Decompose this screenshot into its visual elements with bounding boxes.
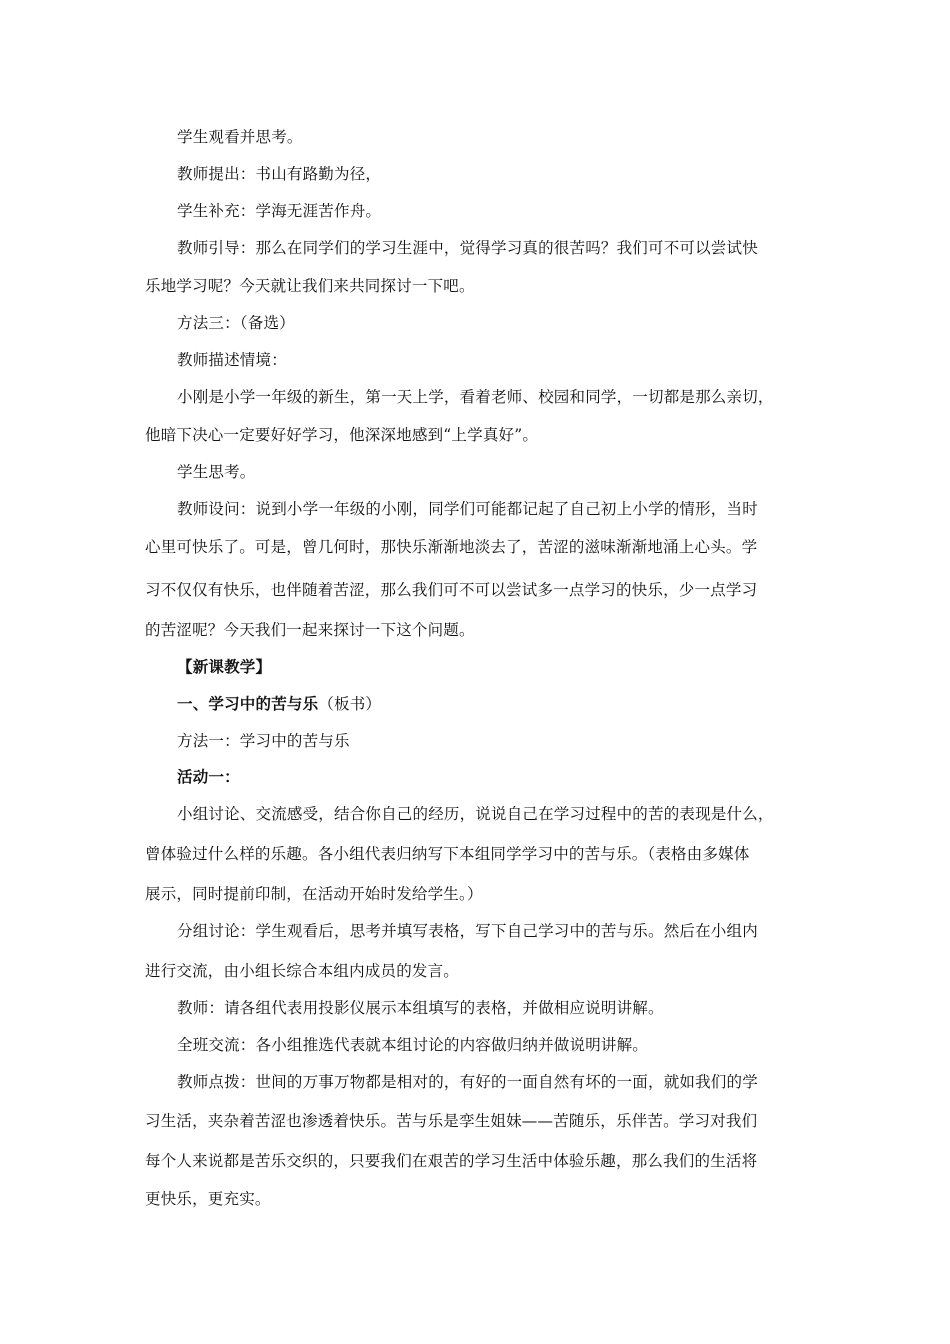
paragraph-line: 更快乐，更充实。 (145, 1190, 271, 1208)
paragraph-line: 每个人来说都是苦乐交织的，只要我们在艰苦的学习生活中体验乐趣，那么我们的生活将 (145, 1152, 758, 1170)
paragraph-line: 展示，同时提前印制，在活动开始时发给学生。） (145, 885, 483, 903)
paragraph-line: 曾体验过什么样的乐趣。各小组代表归纳写下本组同学学习中的苦与乐。（表格由多媒体 (145, 845, 750, 863)
paragraph-line: 方法一：学习中的苦与乐 (177, 732, 350, 750)
paragraph-line: 教师描述情境： (177, 351, 287, 369)
paragraph-line: 他暗下决心一定要好好学习，他深深地感到“上学真好”。 (145, 426, 539, 444)
section-heading: 【新课教学】 (177, 657, 272, 676)
paragraph-line: 进行交流，由小组长综合本组内成员的发言。 (145, 962, 460, 980)
paragraph-line: 学生思考。 (177, 463, 256, 481)
paragraph-line: 学生补充：学海无涯苦作舟。 (177, 202, 382, 220)
paragraph-line: 教师设问：说到小学一年级的小刚，同学们可能都记起了自己初上小学的情形，当时 (177, 500, 758, 518)
paragraph-line: 习不仅仅有快乐，也伴随着苦涩，那么我们可不可以尝试多一点学习的快乐，少一点学习 (145, 581, 758, 599)
subheading-note: （板书） (318, 695, 382, 713)
paragraph-line: 分组讨论：学生观看后，思考并填写表格，写下自己学习中的苦与乐。然后在小组内 (177, 922, 758, 940)
paragraph-line: 教师提出：书山有路勤为径， (177, 165, 382, 183)
activity-heading: 活动一： (177, 767, 240, 786)
paragraph-line: 教师点拨：世间的万事万物都是相对的，有好的一面自然有坏的一面，就如我们的学 (177, 1073, 758, 1091)
paragraph-line: 教师引导：那么在同学们的学习生涯中，觉得学习真的很苦吗？我们可不可以尝试快 (177, 239, 758, 257)
subheading-title: 一、学习中的苦与乐 (177, 694, 319, 713)
subheading-line (177, 694, 847, 714)
paragraph-line: 全班交流：各小组推选代表就本组讨论的内容做归纳并做说明讲解。 (177, 1036, 649, 1054)
paragraph-line: 心里可快乐了。可是，曾几何时，那快乐渐渐地淡去了，苦涩的滋味渐渐地涌上心头。学 (145, 538, 758, 556)
paragraph-line: 教师：请各组代表用投影仪展示本组填写的表格，并做相应说明讲解。 (177, 999, 664, 1017)
paragraph-line: 学生观看并思考。 (177, 128, 303, 146)
paragraph-line: 习生活，夹杂着苦涩也渗透着快乐。苦与乐是孪生姐妹——苦随乐，乐伴苦。学习对我们 (145, 1112, 758, 1130)
paragraph-line: 乐地学习呢？今天就让我们来共同探讨一下吧。 (145, 277, 475, 295)
paragraph-line: 方法三：（备选） (177, 314, 295, 332)
paragraph-line: 的苦涩呢？今天我们一起来探讨一下这个问题。 (145, 621, 475, 639)
paragraph-line: 小刚是小学一年级的新生，第一天上学，看着老师、校园和同学，一切都是那么亲切， (177, 388, 774, 406)
paragraph-line: 小组讨论、交流感受，结合你自己的经历，说说自己在学习过程中的苦的表现是什么， (177, 805, 774, 823)
